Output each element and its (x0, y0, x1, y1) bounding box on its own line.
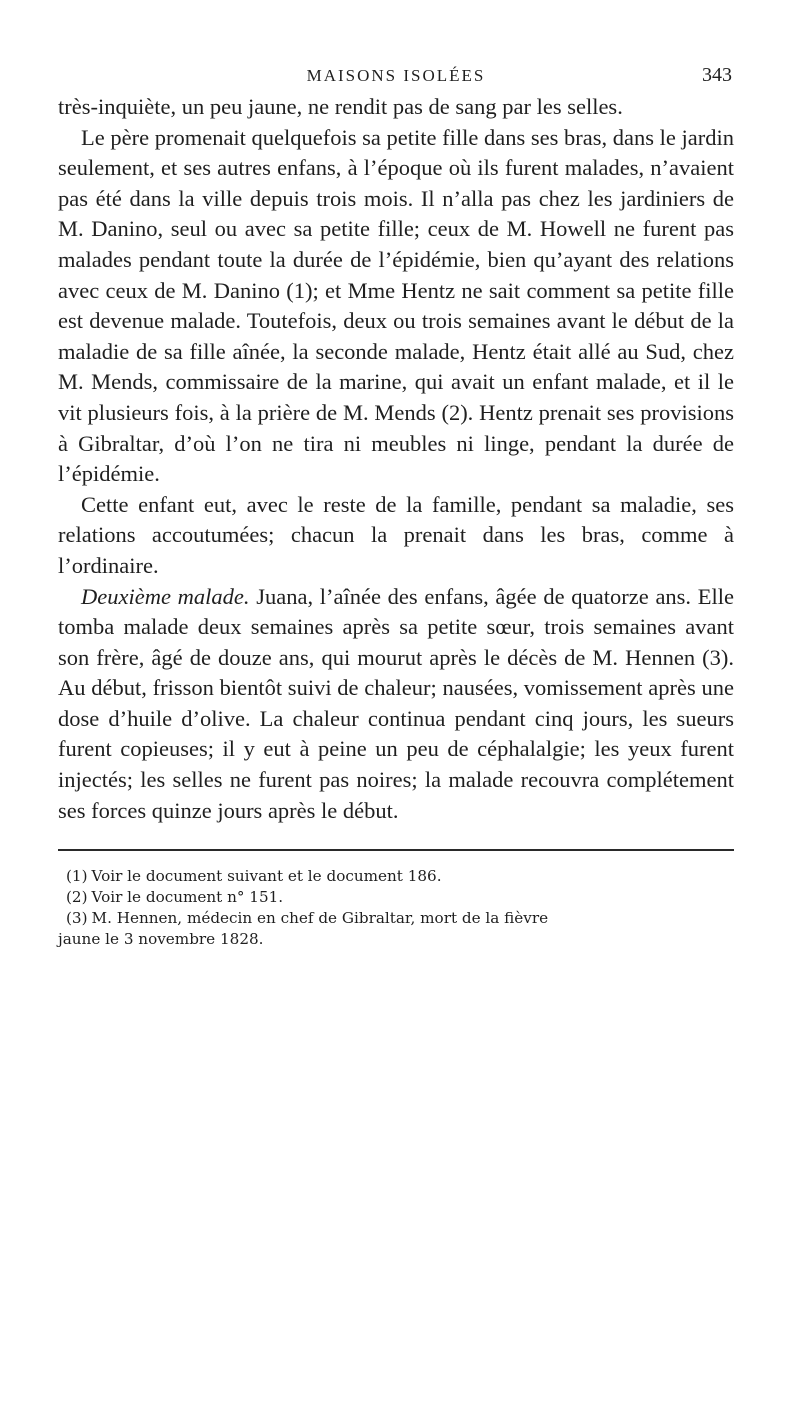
running-head: MAISONS ISOLÉES (306, 66, 486, 85)
paragraph-second-patient (58, 582, 734, 827)
footnote-marker: (3) (66, 909, 88, 928)
second-patient-description: Juana, l’aînée des enfans, âgée de quatorze ans. Elle tomba malade deux semaines après sa petite sœur, trois semaines avant son frère, âgé de douze ans, qui mourut après le décès de M. Hennen (3). Au début, frisson bientôt suivi de chaleur; nausées, vomissement après une dose d’huile d’olive. La chaleur continua pendant cinq jours, les sueurs furent copieuses; il y eut à peine un peu de céphalalgie; les yeux furent injectés; les selles ne furent pas noires; la malade recouvra complétement ses forces quinze jours après le début. (58, 583, 734, 823)
footnote-2 (58, 887, 734, 908)
footnote-marker: (1) (66, 867, 88, 886)
footnote-text: Voir le document n° 151. (91, 888, 284, 907)
footnote-divider (58, 849, 734, 851)
footnote-1 (58, 866, 734, 887)
main-text (58, 92, 734, 826)
footnote-marker: (2) (66, 888, 88, 907)
footnote-3 (58, 908, 734, 929)
footnotes (58, 866, 734, 950)
footnote-text: M. Hennen, médecin en chef de Gibraltar, mort de la fièvre (91, 909, 549, 928)
page-number: 343 (702, 64, 732, 86)
paragraph-family-relations: Cette enfant eut, avec le reste de la famille, pendant sa maladie, ses relations accoutumées; chacun la prenait dans les bras, comme à l’ordinaire. (58, 491, 734, 578)
book-page (58, 58, 734, 950)
paragraph-father-garden: Le père promenait quelquefois sa petite fille dans ses bras, dans le jardin seulement, et ses autres enfans, à l’époque où ils furent malades, n’avaient pas été dans la ville depuis trois mois. Il n’alla pas chez les jardiniers de M. Danino, seul ou avec sa petite fille; ceux de M. Howell ne furent pas malades pendant toute la durée de l’épidémie, bien qu’ayant des relations avec ceux de M. Danino (1); et Mme Hentz ne sait comment sa petite fille est devenue malade. Toutefois, deux ou trois semaines avant le début de la maladie de sa fille aînée, la seconde malade, Hentz était allé au Sud, chez M. Mends, commissaire de la marine, qui avait un enfant malade, et il le vit plusieurs fois, à la prière de M. Mends (2). Hentz prenait ses provisions à Gibraltar, d’où l’on ne tira ni meubles ni linge, pendant la durée de l’épidémie. (58, 124, 734, 487)
paragraph-continued: très-inquiète, un peu jaune, ne rendit pas de sang par les selles. (58, 94, 623, 119)
page-header (58, 58, 734, 92)
footnote-text: Voir le document suivant et le document 186. (91, 867, 442, 886)
section-title-second-patient: Deuxième malade. (81, 583, 250, 609)
footnote-3-continuation: jaune le 3 novembre 1828. (58, 930, 264, 949)
